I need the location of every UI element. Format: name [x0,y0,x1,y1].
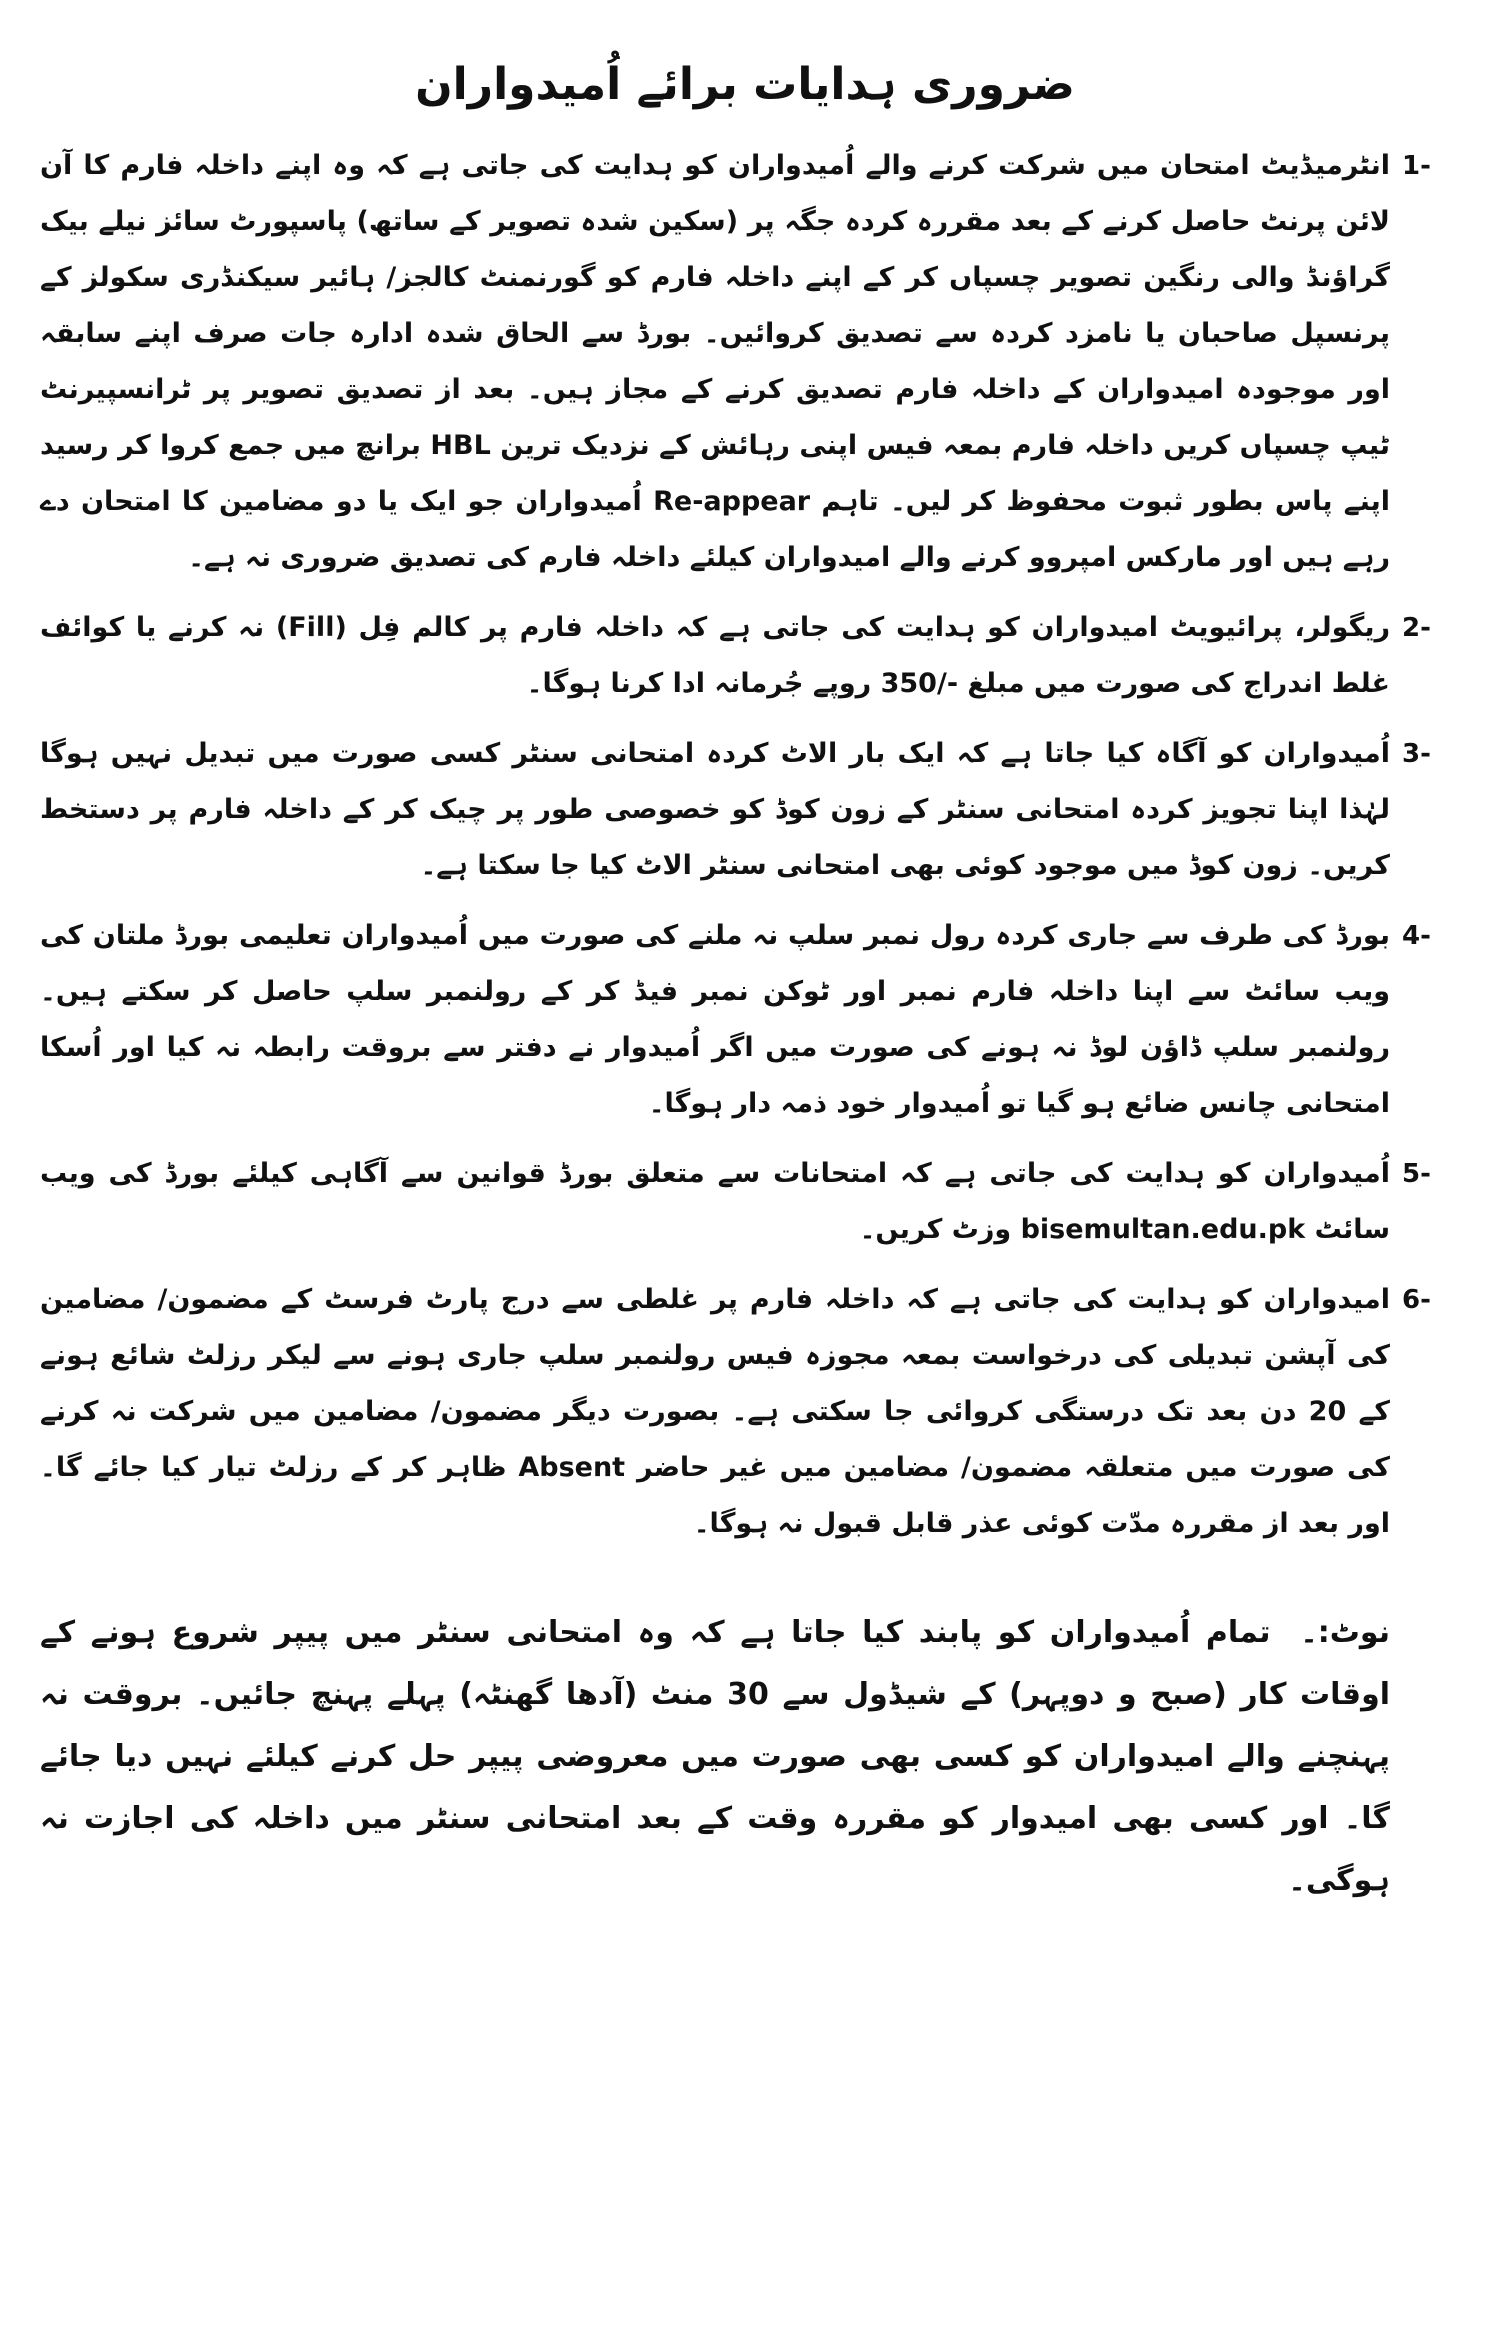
instructions-list [40,138,1450,1552]
instruction-item-6 [40,1272,1450,1552]
instruction-item-1 [40,138,1450,586]
note-paragraph [40,1602,1450,1912]
instruction-text: بورڈ کی طرف سے جاری کردہ رول نمبر سلپ نہ ملنے کی صورت میں اُمیدواران تعلیمی بورڈ ملتان کی ویب سائٹ سے اپنا داخلہ فارم نمبر اور ٹوکن نمبر فیڈ کر کے رولنمبر سلپ حاصل کر سکتے ہیں۔ رولنمبر سلپ ڈاؤن لوڈ نہ ہونے کی صورت میں اگر اُمیدوار نے دفتر سے بروقت رابطہ نہ کیا اور اُسکا امتحانی چانس ضائع ہو گیا تو اُمیدوار خود ذمہ دار ہوگا۔ [40,920,1390,1119]
instruction-text: انٹرمیڈیٹ امتحان میں شرکت کرنے والے اُمیدواران کو ہدایت کی جاتی ہے کہ وہ اپنے داخلہ فارم کا آن لائن پرنٹ حاصل کرنے کے بعد مقررہ کردہ جگہ پر (سکین شدہ تصویر کے ساتھ) پاسپورٹ سائز نیلے بیک گراؤنڈ والی رنگین تصویر چسپاں کر کے اپنے داخلہ فارم کو گورنمنٹ کالجز/ ہائیر سیکنڈری سکولز کے پرنسپل صاحبان یا نامزد کردہ سے تصدیق کروائیں۔ بورڈ سے الحاق شدہ ادارہ جات صرف اپنے سابقہ اور موجودہ امیدواران کے داخلہ فارم تصدیق کرنے کے مجاز ہیں۔ بعد از تصدیق تصویر پر ٹرانسپیرنٹ ٹیپ چسپاں کریں داخلہ فارم بمعہ فیس اپنی رہائش کے نزدیک ترین HBL برانچ میں جمع کروا کر رسید اپنے پاس بطور ثبوت محفوظ کر لیں۔ تاہم Re-appear اُمیدواران جو ایک یا دو مضامین کا امتحان دے رہے ہیں اور مارکس امپروو کرنے والے امیدواران کیلئے داخلہ فارم کی تصدیق ضروری نہ ہے۔ [40,150,1390,573]
instruction-number: 5 - [1402,1146,1450,1202]
instruction-number: 1 - [1402,138,1450,194]
page-title: ضروری ہدایات برائے اُمیدواران [415,59,1075,110]
instruction-item-2 [40,600,1450,712]
instruction-number: 6 - [1402,1272,1450,1328]
note-text: تمام اُمیدواران کو پابند کیا جاتا ہے کہ وہ امتحانی سنٹر میں پیپر شروع ہونے کے اوقات کار (صبح و دوپہر) کے شیڈول سے 30 منٹ (آدھا گھنٹہ) پہلے پہنچ جائیں۔ بروقت نہ پہنچنے والے امیدواران کو کسی بھی صورت میں معروضی پیپر حل کرنے کیلئے نہیں دیا جائے گا۔ اور کسی بھی امیدوار کو مقررہ وقت کے بعد امتحانی سنٹر میں داخلہ کی اجازت نہ ہوگی۔ [40,1615,1390,1898]
instruction-number: 2 - [1402,600,1450,656]
instruction-number: 4 - [1402,908,1450,964]
instruction-item-4 [40,908,1450,1132]
instruction-text: ریگولر، پرائیویٹ امیدواران کو ہدایت کی جاتی ہے کہ داخلہ فارم پر کالم فِل (Fill) نہ کرنے یا کوائف غلط اندراج کی صورت میں مبلغ -/350 روپے جُرمانہ ادا کرنا ہوگا۔ [40,612,1390,699]
instruction-text: اُمیدواران کو آگاہ کیا جاتا ہے کہ ایک بار الاٹ کردہ امتحانی سنٹر کسی صورت میں تبدیل نہیں ہوگا لہٰذا اپنا تجویز کردہ امتحانی سنٹر کے زون کوڈ کو خصوصی طور پر چیک کر کے داخلہ فارم پر دستخط کریں۔ زون کوڈ میں موجود کوئی بھی امتحانی سنٹر الاٹ کیا جا سکتا ہے۔ [40,738,1390,881]
instruction-text: اُمیدواران کو ہدایت کی جاتی ہے کہ امتحانات سے متعلق بورڈ قوانین سے آگاہی کیلئے بورڈ کی ویب سائٹ bisemultan.edu.pk وزٹ کریں۔ [40,1158,1390,1245]
note-label: نوٹ:۔ [1300,1615,1390,1650]
instruction-number: 3 - [1402,726,1450,782]
instruction-item-5 [40,1146,1450,1258]
instruction-item-3 [40,726,1450,894]
instruction-text: امیدواران کو ہدایت کی جاتی ہے کہ داخلہ فارم پر غلطی سے درج پارٹ فرسٹ کے مضمون/ مضامین کی آپشن تبدیلی کی درخواست بمعہ مجوزہ فیس رولنمبر سلپ جاری ہونے سے لیکر رزلٹ شائع ہونے کے 20 دن بعد تک درستگی کروائی جا سکتی ہے۔ بصورت دیگر مضمون/ مضامین میں شرکت نہ کرنے کی صورت میں متعلقہ مضمون/ مضامین میں غیر حاضر Absent ظاہر کر کے رزلٹ تیار کیا جائے گا۔ اور بعد از مقررہ مدّت کوئی عذر قابل قبول نہ ہوگا۔ [40,1284,1391,1539]
